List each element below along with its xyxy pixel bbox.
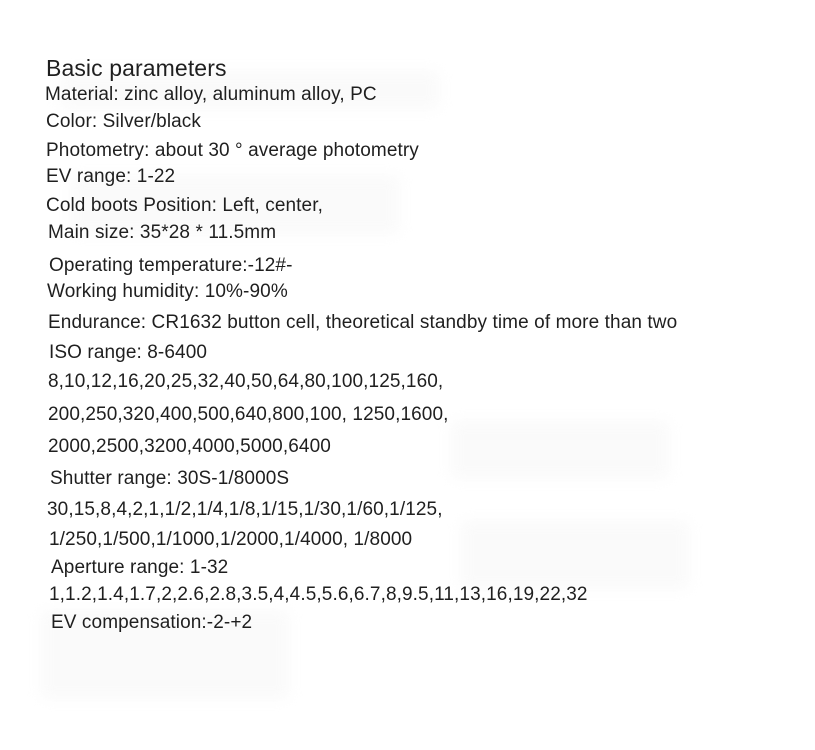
- iso-values-line: 2000,2500,3200,4000,5000,6400: [48, 436, 331, 457]
- iso-values-line: 200,250,320,400,500,640,800,100, 1250,1600,: [48, 404, 449, 425]
- shutter-range-line: Shutter range: 30S-1/8000S: [50, 468, 290, 489]
- section-title: Basic parameters: [46, 55, 227, 81]
- background-smudge: [450, 420, 670, 480]
- shutter-values-line: 30,15,8,4,2,1,1/2,1/4,1/8,1/15,1/30,1/60,1/125,: [47, 499, 443, 520]
- main-size-line: Main size: 35*28 * 11.5mm: [48, 222, 277, 243]
- ev-compensation-line: EV compensation:-2-+2: [51, 612, 253, 633]
- background-smudge: [460, 520, 690, 590]
- color-line: Color: Silver/black: [46, 111, 202, 132]
- ev-range-line: EV range: 1-22: [46, 166, 176, 187]
- endurance-line: Endurance: CR1632 button cell, theoretical standby time of more than two: [48, 312, 678, 333]
- material-line: Material: zinc alloy, aluminum alloy, PC: [45, 84, 377, 105]
- aperture-range-line: Aperture range: 1-32: [51, 557, 229, 578]
- working-humidity-line: Working humidity: 10%-90%: [47, 281, 288, 302]
- cold-boots-line: Cold boots Position: Left, center,: [46, 195, 323, 216]
- aperture-values-line: 1,1.2,1.4,1.7,2,2.6,2.8,3.5,4,4.5,5.6,6.7,8,9.5,11,13,16,19,22,32: [49, 584, 588, 605]
- operating-temperature-line: Operating temperature:-12#-: [49, 255, 293, 276]
- shutter-values-line: 1/250,1/500,1/1000,1/2000,1/4000, 1/8000: [49, 529, 413, 550]
- iso-values-line: 8,10,12,16,20,25,32,40,50,64,80,100,125,160,: [48, 371, 444, 392]
- photometry-line: Photometry: about 30 ° average photometry: [46, 140, 419, 161]
- iso-range-line: ISO range: 8-6400: [49, 342, 208, 363]
